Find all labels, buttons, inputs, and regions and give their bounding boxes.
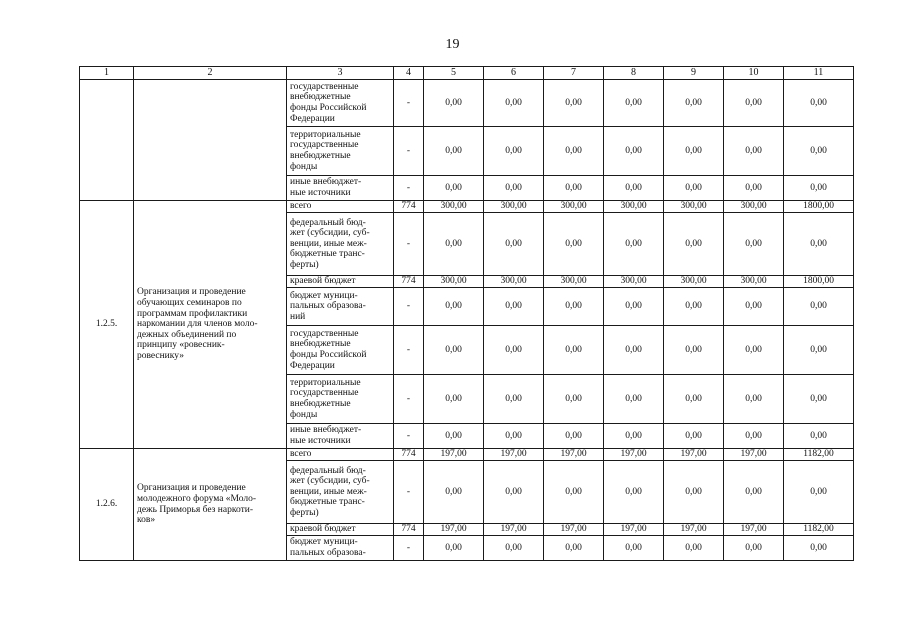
item-name: Организация и проведение обучающих семинаров по программам профилактики наркомании для членов моло- дежных объединений по принципу «ровесник- ровеснику»	[134, 201, 287, 449]
year-amount: 300,00	[604, 201, 664, 213]
budget-code: -	[394, 536, 424, 561]
year-amount: 0,00	[484, 536, 544, 561]
year-amount: 0,00	[664, 213, 724, 276]
total-amount: 1800,00	[784, 276, 854, 288]
total-amount: 0,00	[784, 326, 854, 375]
year-amount: 0,00	[724, 461, 784, 524]
year-amount: 300,00	[724, 276, 784, 288]
year-amount: 0,00	[424, 127, 484, 176]
year-amount: 0,00	[544, 375, 604, 424]
year-amount: 300,00	[544, 276, 604, 288]
year-amount: 0,00	[724, 326, 784, 375]
column-number: 2	[134, 67, 287, 80]
item-name-cell	[134, 80, 287, 201]
year-amount: 0,00	[484, 461, 544, 524]
year-amount: 0,00	[544, 461, 604, 524]
year-amount: 0,00	[484, 176, 544, 201]
year-amount: 197,00	[604, 524, 664, 536]
funding-source: федеральный бюд- жет (субсидии, суб- венции, иные меж- бюджетные транс- ферты)	[287, 213, 394, 276]
funding-source: бюджет муници- пальных образова- ний	[287, 288, 394, 326]
year-amount: 0,00	[604, 288, 664, 326]
year-amount: 300,00	[484, 276, 544, 288]
year-amount: 0,00	[664, 176, 724, 201]
year-amount: 0,00	[544, 80, 604, 127]
total-amount: 0,00	[784, 80, 854, 127]
year-amount: 300,00	[724, 201, 784, 213]
year-amount: 0,00	[484, 375, 544, 424]
year-amount: 197,00	[424, 524, 484, 536]
column-number: 8	[604, 67, 664, 80]
total-amount: 1800,00	[784, 201, 854, 213]
total-amount: 0,00	[784, 127, 854, 176]
total-amount: 0,00	[784, 461, 854, 524]
year-amount: 197,00	[724, 524, 784, 536]
year-amount: 300,00	[424, 276, 484, 288]
year-amount: 0,00	[724, 176, 784, 201]
funding-source: иные внебюджет- ные источники	[287, 424, 394, 449]
column-number: 5	[424, 67, 484, 80]
column-number: 9	[664, 67, 724, 80]
budget-code: -	[394, 326, 424, 375]
funding-source: государственные внебюджетные фонды Российской Федерации	[287, 326, 394, 375]
year-amount: 0,00	[724, 213, 784, 276]
budget-code: 774	[394, 524, 424, 536]
year-amount: 300,00	[604, 276, 664, 288]
year-amount: 0,00	[664, 326, 724, 375]
budget-code: -	[394, 80, 424, 127]
funding-source: федеральный бюд- жет (субсидии, суб- венции, иные меж- бюджетные транс- ферты)	[287, 461, 394, 524]
funding-source: краевой бюджет	[287, 276, 394, 288]
year-amount: 0,00	[544, 176, 604, 201]
year-amount: 197,00	[544, 449, 604, 461]
year-amount: 0,00	[724, 424, 784, 449]
year-amount: 0,00	[604, 461, 664, 524]
total-amount: 0,00	[784, 213, 854, 276]
year-amount: 0,00	[424, 461, 484, 524]
budget-code: 774	[394, 276, 424, 288]
year-amount: 0,00	[604, 424, 664, 449]
item-index: 1.2.5.	[80, 201, 134, 449]
total-amount: 1182,00	[784, 524, 854, 536]
year-amount: 197,00	[484, 524, 544, 536]
budget-code: -	[394, 213, 424, 276]
year-amount: 300,00	[544, 201, 604, 213]
budget-code: -	[394, 176, 424, 201]
funding-source: иные внебюджет- ные источники	[287, 176, 394, 201]
year-amount: 0,00	[604, 536, 664, 561]
year-amount: 300,00	[664, 276, 724, 288]
year-amount: 0,00	[604, 375, 664, 424]
year-amount: 0,00	[604, 213, 664, 276]
year-amount: 0,00	[424, 213, 484, 276]
funding-source: территориальные государственные внебюджетные фонды	[287, 127, 394, 176]
funding-source: бюджет муници- пальных образова-	[287, 536, 394, 561]
column-number: 6	[484, 67, 544, 80]
year-amount: 197,00	[484, 449, 544, 461]
item-index: 1.2.6.	[80, 449, 134, 561]
item-index-cell	[80, 80, 134, 201]
funding-source: территориальные государственные внебюджетные фонды	[287, 375, 394, 424]
year-amount: 0,00	[604, 127, 664, 176]
year-amount: 0,00	[484, 213, 544, 276]
year-amount: 0,00	[604, 176, 664, 201]
year-amount: 0,00	[544, 326, 604, 375]
year-amount: 197,00	[664, 524, 724, 536]
year-amount: 0,00	[484, 288, 544, 326]
year-amount: 0,00	[544, 127, 604, 176]
year-amount: 0,00	[424, 176, 484, 201]
year-amount: 0,00	[724, 288, 784, 326]
year-amount: 197,00	[664, 449, 724, 461]
year-amount: 0,00	[424, 424, 484, 449]
budget-code: -	[394, 127, 424, 176]
budget-table	[79, 66, 854, 561]
item-name: Организация и проведение молодежного форума «Моло- дежь Приморья без наркоти- ков»	[134, 449, 287, 561]
year-amount: 0,00	[664, 127, 724, 176]
budget-code: -	[394, 288, 424, 326]
year-amount: 0,00	[484, 80, 544, 127]
funding-source: всего	[287, 449, 394, 461]
total-amount: 0,00	[784, 288, 854, 326]
total-amount: 1182,00	[784, 449, 854, 461]
column-number: 3	[287, 67, 394, 80]
year-amount: 0,00	[724, 536, 784, 561]
page-number: 19	[445, 37, 460, 52]
year-amount: 0,00	[484, 424, 544, 449]
year-amount: 0,00	[664, 80, 724, 127]
funding-source: всего	[287, 201, 394, 213]
table-row	[80, 449, 854, 461]
year-amount: 0,00	[664, 288, 724, 326]
year-amount: 0,00	[424, 375, 484, 424]
year-amount: 0,00	[544, 213, 604, 276]
table-row	[80, 80, 854, 127]
year-amount: 0,00	[724, 80, 784, 127]
year-amount: 0,00	[424, 326, 484, 375]
year-amount: 0,00	[664, 424, 724, 449]
budget-code: -	[394, 424, 424, 449]
year-amount: 0,00	[544, 536, 604, 561]
total-amount: 0,00	[784, 375, 854, 424]
column-number: 11	[784, 67, 854, 80]
year-amount: 197,00	[424, 449, 484, 461]
year-amount: 0,00	[424, 80, 484, 127]
year-amount: 0,00	[724, 375, 784, 424]
total-amount: 0,00	[784, 176, 854, 201]
year-amount: 0,00	[724, 127, 784, 176]
year-amount: 197,00	[604, 449, 664, 461]
funding-source: государственные внебюджетные фонды Российской Федерации	[287, 80, 394, 127]
column-number: 1	[80, 67, 134, 80]
year-amount: 0,00	[424, 536, 484, 561]
year-amount: 0,00	[664, 536, 724, 561]
year-amount: 0,00	[424, 288, 484, 326]
year-amount: 0,00	[544, 424, 604, 449]
year-amount: 0,00	[604, 80, 664, 127]
year-amount: 197,00	[724, 449, 784, 461]
column-number: 10	[724, 67, 784, 80]
year-amount: 0,00	[544, 288, 604, 326]
budget-code: -	[394, 375, 424, 424]
year-amount: 0,00	[664, 461, 724, 524]
total-amount: 0,00	[784, 536, 854, 561]
year-amount: 0,00	[664, 375, 724, 424]
total-amount: 0,00	[784, 424, 854, 449]
column-number: 7	[544, 67, 604, 80]
funding-source: краевой бюджет	[287, 524, 394, 536]
year-amount: 197,00	[544, 524, 604, 536]
year-amount: 0,00	[484, 326, 544, 375]
column-number-row	[80, 67, 854, 80]
budget-code: 774	[394, 449, 424, 461]
year-amount: 300,00	[424, 201, 484, 213]
column-number: 4	[394, 67, 424, 80]
table-row	[80, 201, 854, 213]
year-amount: 300,00	[484, 201, 544, 213]
year-amount: 0,00	[484, 127, 544, 176]
year-amount: 300,00	[664, 201, 724, 213]
year-amount: 0,00	[604, 326, 664, 375]
budget-code: -	[394, 461, 424, 524]
budget-code: 774	[394, 201, 424, 213]
